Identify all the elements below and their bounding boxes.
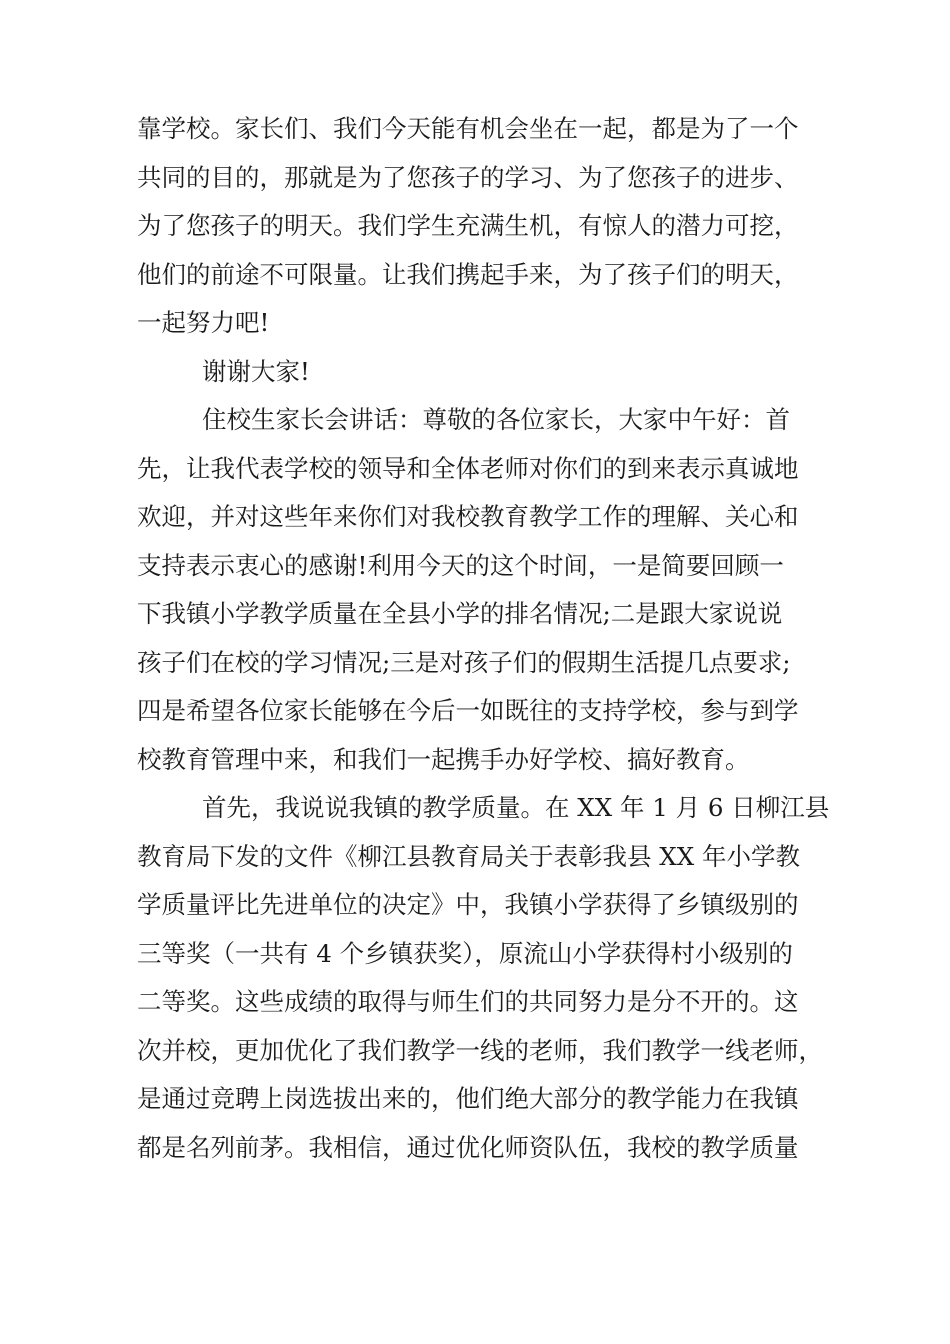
text-line: 教育局下发的文件《柳江县教育局关于表彰我县 XX 年小学教 — [137, 841, 800, 871]
text-line: 住校生家长会讲话：尊敬的各位家长，大家中午好：首 — [202, 405, 790, 434]
text-line: 次并校，更加优化了我们教学一线的老师，我们教学一线老师， — [137, 1035, 823, 1065]
text-line: 都是名列前茅。我相信，通过优化师资队伍，我校的教学质量 — [137, 1132, 799, 1162]
text-line: 三等奖（一共有 4 个乡镇获奖），原流山小学获得村小级别的 — [137, 938, 793, 968]
text-line: 为了您孩子的明天。我们学生充满生机，有惊人的潜力可挖， — [137, 211, 799, 240]
text-line: 首先，我说说我镇的教学质量。在 XX 年 1 月 6 日柳江县 — [202, 793, 830, 822]
text-line: 共同的目的，那就是为了您孩子的学习、为了您孩子的进步、 — [137, 162, 799, 192]
text-line: 学质量评比先进单位的决定》中，我镇小学获得了乡镇级别的 — [137, 890, 799, 919]
text-line: 二等奖。这些成绩的取得与师生们的共同努力是分不开的。这 — [137, 987, 799, 1016]
text-line: 支持表示衷心的感谢!利用今天的这个时间，一是简要回顾一 — [137, 550, 784, 580]
text-line: 四是希望各位家长能够在今后一如既往的支持学校，参与到学 — [137, 696, 799, 725]
text-line: 一起努力吧! — [137, 308, 270, 337]
text-line: 谢谢大家! — [202, 356, 310, 386]
text-line: 下我镇小学教学质量在全县小学的排名情况;二是跟大家说说 — [137, 599, 783, 628]
text-line: 校教育管理中来，和我们一起携手办好学校、搞好教育。 — [137, 744, 750, 774]
text-line: 靠学校。家长们、我们今天能有机会坐在一起，都是为了一个 — [137, 114, 799, 143]
text-line: 欢迎，并对这些年来你们对我校教育教学工作的理解、关心和 — [137, 502, 799, 531]
text-line: 他们的前途不可限量。让我们携起手来，为了孩子们的明天， — [137, 259, 799, 289]
text-line: 是通过竞聘上岗选拔出来的，他们绝大部分的教学能力在我镇 — [137, 1084, 799, 1113]
text-line: 孩子们在校的学习情况;三是对孩子们的假期生活提几点要求; — [137, 647, 791, 677]
text-line: 先，让我代表学校的领导和全体老师对你们的到来表示真诚地 — [137, 453, 799, 483]
document-body — [137, 105, 837, 1172]
